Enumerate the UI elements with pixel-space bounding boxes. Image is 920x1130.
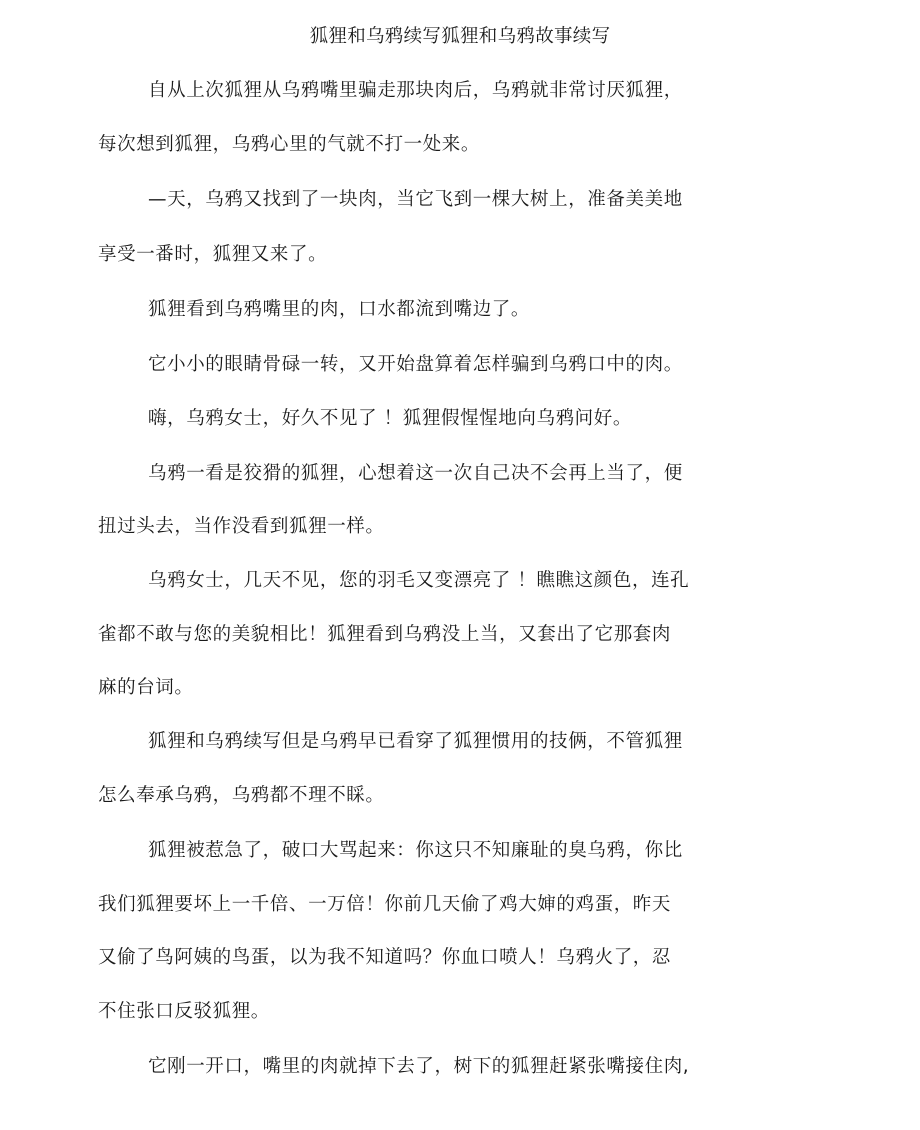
text-line: 每次想到狐狸，乌鸦心里的气就不打一处来。 bbox=[98, 134, 481, 155]
text-line: 雀都不敢与您的美貌相比！狐狸看到乌鸦没上当，又套出了它那套肉 bbox=[98, 624, 672, 645]
text-line: 麻的台词。 bbox=[98, 677, 194, 698]
text-line: —天，乌鸦又找到了一块肉，当它飞到一棵大树上，准备美美地 bbox=[148, 189, 683, 210]
text-line: 狐狸看到乌鸦嘴里的肉，口水都流到嘴边了。 bbox=[148, 299, 531, 320]
text-line: 不住张口反驳狐狸。 bbox=[98, 1001, 270, 1022]
text-line: 怎么奉承乌鸦，乌鸦都不理不睬。 bbox=[98, 785, 385, 806]
text-line: 我们狐狸要坏上一千倍、一万倍！你前几天偷了鸡大婶的鸡蛋，昨天 bbox=[98, 894, 672, 915]
text-line: 乌鸦女士，几天不见，您的羽毛又变漂亮了 ！瞧瞧这颜色，连孔 bbox=[148, 570, 690, 591]
document-title: 狐狸和乌鸦续写狐狸和乌鸦故事续写 bbox=[309, 26, 611, 47]
text-line: 自从上次狐狸从乌鸦嘴里骗走那块肉后，乌鸦就非常讨厌狐狸， bbox=[148, 80, 683, 101]
text-line: 它刚一开口，嘴里的肉就掉下去了，树下的狐狸赶紧张嘴接住肉, bbox=[148, 1056, 690, 1077]
text-line: 狐狸和乌鸦续写但是乌鸦早已看穿了狐狸惯用的技俩，不管狐狸 bbox=[148, 731, 683, 752]
text-line: 扭过头去，当作没看到狐狸一样。 bbox=[98, 516, 385, 537]
text-line: 狐狸被惹急了，破口大骂起来：你这只不知廉耻的臭乌鸦，你比 bbox=[148, 840, 683, 861]
text-line: 又偷了鸟阿姨的鸟蛋，以为我不知道吗？你血口喷人！乌鸦火了，忍 bbox=[98, 947, 672, 968]
text-line: 享受一番时，狐狸又来了。 bbox=[98, 244, 328, 265]
text-line: 嗨，乌鸦女士，好久不见了 ！狐狸假惺惺地向乌鸦问好。 bbox=[148, 408, 632, 429]
text-line: 它小小的眼睛骨碌一转，又开始盘算着怎样骗到乌鸦口中的肉。 bbox=[148, 354, 683, 375]
text-line: 乌鸦一看是狡猾的狐狸，心想着这一次自己决不会再上当了，便 bbox=[148, 463, 683, 484]
